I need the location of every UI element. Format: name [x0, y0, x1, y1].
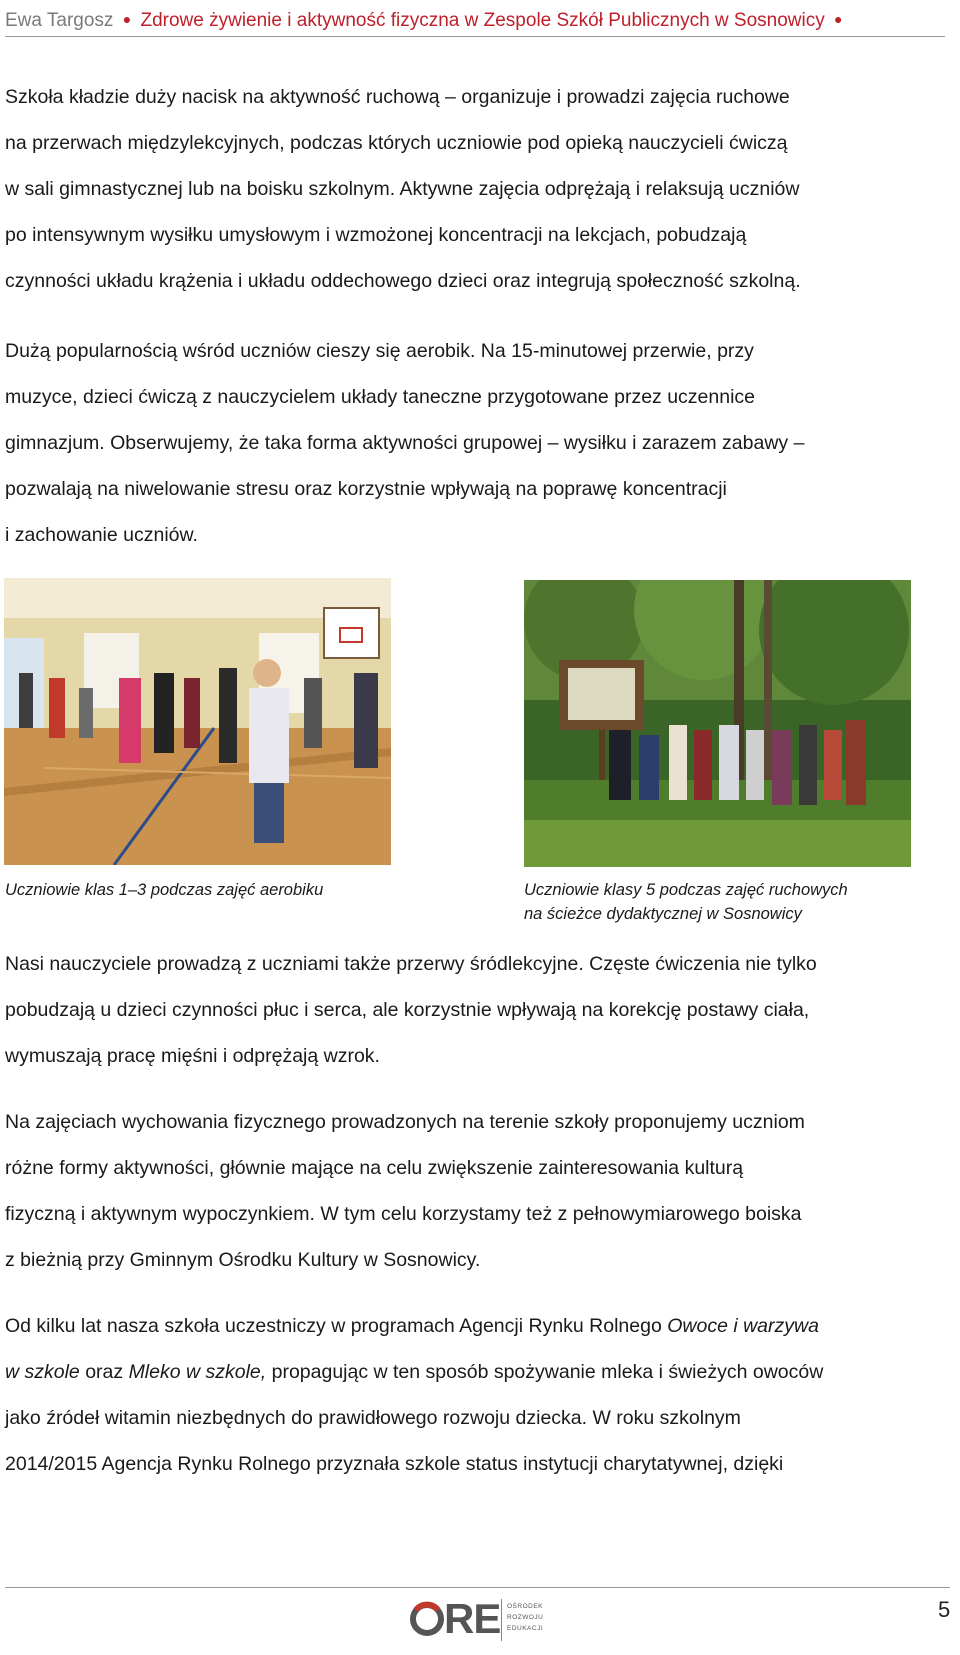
program-name: Mleko w szkole,	[128, 1361, 267, 1383]
photo-gym-aerobics	[4, 578, 391, 865]
logo-subtitle-line: OŚRODEK	[507, 1603, 544, 1610]
header-title: Zdrowe żywienie i aktywność fizyczna w Zespole Szkół Publicznych w Sosnowicy	[140, 10, 825, 31]
paragraph-1	[5, 74, 950, 304]
text-line	[5, 1349, 950, 1395]
text-line: Dużą popularnością wśród uczniów cieszy się aerobik. Na 15-minutowej przerwie, przy	[5, 340, 754, 362]
bullet-icon: ●	[834, 11, 843, 27]
text-line: wymuszają pracę mięśni i odprężają wzrok.	[5, 1045, 380, 1067]
text-line: czynności układu krążenia i układu oddechowego dzieci oraz integrują społeczność szkolną.	[5, 270, 801, 292]
text-run: oraz	[79, 1361, 129, 1383]
text-line: Na zajęciach wychowania fizycznego prowadzonych na terenie szkoły proponujemy uczniom	[5, 1111, 805, 1133]
text-run: propagując w ten sposób spożywanie mleka i świeżych owoców	[266, 1361, 824, 1383]
caption-right-line: na ścieżce dydaktycznej w Sosnowicy	[524, 905, 802, 923]
text-line: po intensywnym wysiłku umysłowym i wzmożonej koncentracji na lekcjach, pobudzają	[5, 224, 747, 246]
bullet-icon: ●	[122, 11, 132, 27]
page-number: 5	[938, 1597, 951, 1622]
caption-right	[524, 878, 848, 926]
logo-subtitle	[507, 1601, 543, 1634]
text-run: Od kilku lat nasza szkoła uczestniczy w programach Agencji Rynku Rolnego	[5, 1315, 668, 1337]
text-line: różne formy aktywności, głównie mające na celu zwiększenie zainteresowania kulturą	[5, 1157, 744, 1179]
text-line: pobudzają u dzieci czynności płuc i serca, ale korzystnie wpływają na korekcję postawy ciała,	[5, 999, 810, 1021]
paragraph-2	[5, 328, 950, 558]
text-line: pozwalają na niwelowanie stresu oraz korzystnie wpływają na poprawę koncentracji	[5, 478, 727, 500]
program-name: w szkole	[5, 1361, 80, 1383]
text-line: i zachowanie uczniów.	[5, 524, 198, 546]
text-line: gimnazjum. Obserwujemy, że taka forma aktywności grupowej – wysiłku i zarazem zabawy –	[5, 432, 805, 454]
paragraph-5	[5, 1303, 950, 1487]
logo-subtitle-line: ROZWOJU	[507, 1614, 544, 1621]
text-line: z bieżnią przy Gminnym Ośrodku Kultury w Sosnowicy.	[5, 1249, 481, 1271]
text-line	[5, 1303, 950, 1349]
text-line: muzyce, dzieci ćwiczą z nauczycielem układy taneczne przygotowane przez uczennice	[5, 386, 756, 408]
footer-divider	[5, 1587, 950, 1588]
header-author: Ewa Targosz	[5, 10, 114, 31]
text-line: fizyczną i aktywnym wypoczynkiem. W tym celu korzystamy też z pełnowymiarowego boiska	[5, 1203, 802, 1225]
text-line: Nasi nauczyciele prowadzą z uczniami także przerwy śródlekcyjne. Częste ćwiczenia nie tylko	[5, 953, 817, 975]
logo-subtitle-line: EDUKACJI	[507, 1625, 544, 1632]
text-line: na przerwach międzylekcyjnych, podczas których uczniowie pod opieką nauczycieli ćwiczą	[5, 132, 788, 154]
paragraph-3	[5, 941, 950, 1079]
text-line: Szkoła kładzie duży nacisk na aktywność ruchową – organizuje i prowadzi zajęcia ruchowe	[5, 86, 790, 108]
text-line: 2014/2015 Agencja Rynku Rolnego przyznała szkole status instytucji charytatywnej, dzięki	[5, 1453, 784, 1475]
text-line: w sali gimnastycznej lub na boisku szkolnym. Aktywne zajęcia odprężają i relaksują uczniów	[5, 178, 800, 200]
ore-logo-mark-icon	[410, 1599, 444, 1639]
caption-left: Uczniowie klas 1–3 podczas zajęć aerobiku	[5, 881, 324, 899]
ore-logo	[408, 1593, 568, 1648]
running-header	[5, 4, 945, 37]
program-name: Owoce i warzywa	[667, 1315, 819, 1337]
photo-outdoor-trail	[524, 580, 911, 867]
text-line: jako źródeł witamin niezbędnych do prawidłowego rozwoju dziecka. W roku szkolnym	[5, 1407, 741, 1429]
paragraph-4	[5, 1099, 950, 1283]
caption-right-line: Uczniowie klasy 5 podczas zajęć ruchowych	[524, 881, 848, 899]
logo-word: RE	[444, 1595, 501, 1642]
logo-separator	[501, 1599, 502, 1641]
